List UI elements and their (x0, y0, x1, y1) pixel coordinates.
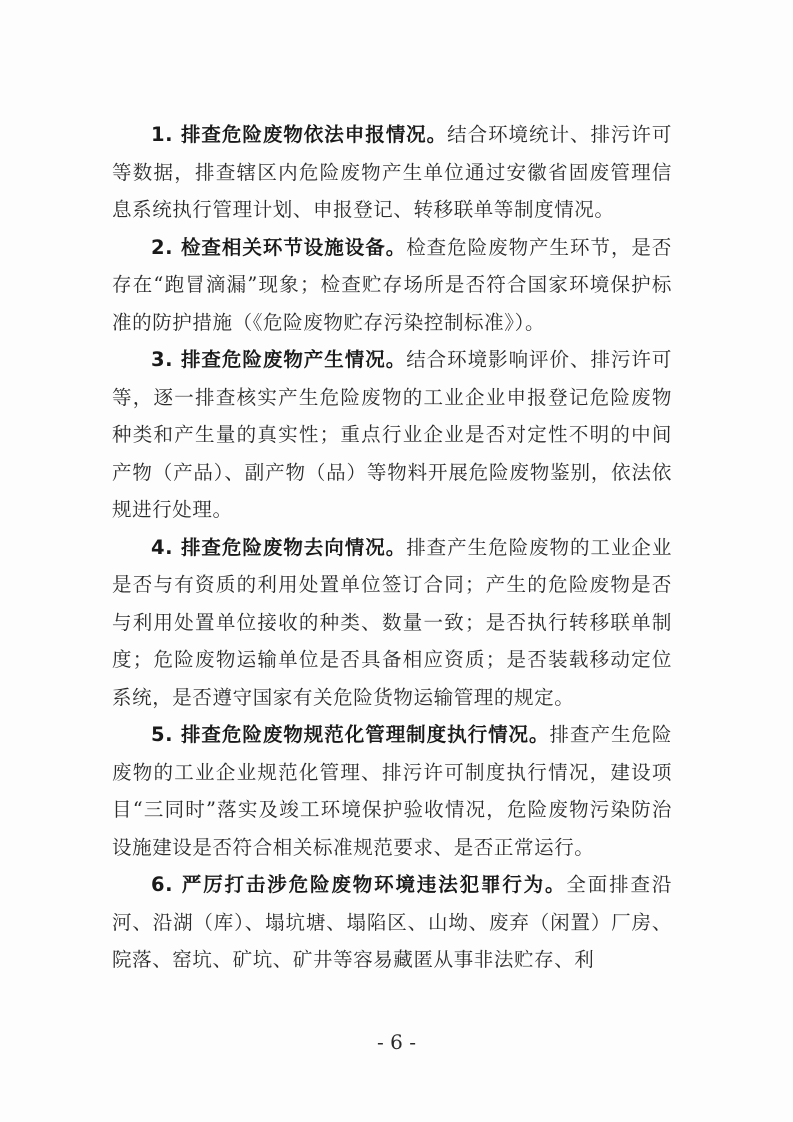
paragraph-4-text: 排查产生危险废物的工业企业是否与有资质的利用处置单位签订合同；产生的危险废物是否与利用处置单位接收的种类、数量一致；是否执行转移联单制度；危险废物运输单位是否具备相应资质；是否装载移动定位系统，是否遵守国家有关危险货物运输管理的规定。 (112, 535, 672, 709)
paragraph-1-heading: 1. 排查危险废物依法申报情况。 (151, 123, 448, 146)
paragraph-5-text: 排查产生危险废物的工业企业规范化管理、排污许可制度执行情况，建设项目“三同时”落实及竣工环境保护验收情况，危险废物污染防治设施建设是否符合相关标准规范要求、是否正常运行。 (112, 723, 672, 859)
paragraph-4-heading: 4. 排查危险废物去向情况。 (151, 535, 407, 559)
page-number: - 6 - (377, 1030, 416, 1054)
paragraph-3 (112, 341, 672, 529)
paragraph-3-heading: 3. 排查危险废物产生情况。 (151, 348, 407, 371)
paragraph-6-heading: 6. 严厉打击涉危险废物环境违法犯罪行为。 (151, 873, 567, 896)
paragraph-1 (112, 116, 672, 229)
paragraph-5 (112, 716, 672, 866)
paragraph-6 (112, 866, 672, 979)
paragraph-2-heading: 2. 检查相关环节设施设备。 (151, 235, 407, 259)
paragraph-2 (112, 229, 672, 342)
paragraph-5-heading: 5. 排查危险废物规范化管理制度执行情况。 (151, 723, 550, 746)
paragraph-1-text: 结合环境统计、排污许可等数据，排查辖区内危险废物产生单位通过安徽省固废管理信息系统执行管理计划、申报登记、转移联单等制度情况。 (112, 123, 672, 221)
document-body (112, 116, 672, 979)
paragraph-6-text: 全面排查沿河、沿湖（库）、塌坑塘、塌陷区、山坳、废弃（闲置）厂房、院落、窑坑、矿坑、矿井等容易藏匿从事非法贮存、利 (112, 873, 672, 971)
paragraph-3-text: 结合环境影响评价、排污许可等，逐一排查核实产生危险废物的工业企业申报登记危险废物种类和产生量的真实性；重点行业企业是否对定性不明的中间产物（产品）、副产物（品）等物料开展危险废物鉴别，依法依规进行处理。 (112, 348, 672, 521)
paragraph-4 (112, 529, 672, 717)
paragraph-2-text: 检查危险废物产生环节，是否存在“跑冒滴漏”现象；检查贮存场所是否符合国家环境保护标准的防护措施（《危险废物贮存污染控制标准》）。 (112, 235, 672, 334)
